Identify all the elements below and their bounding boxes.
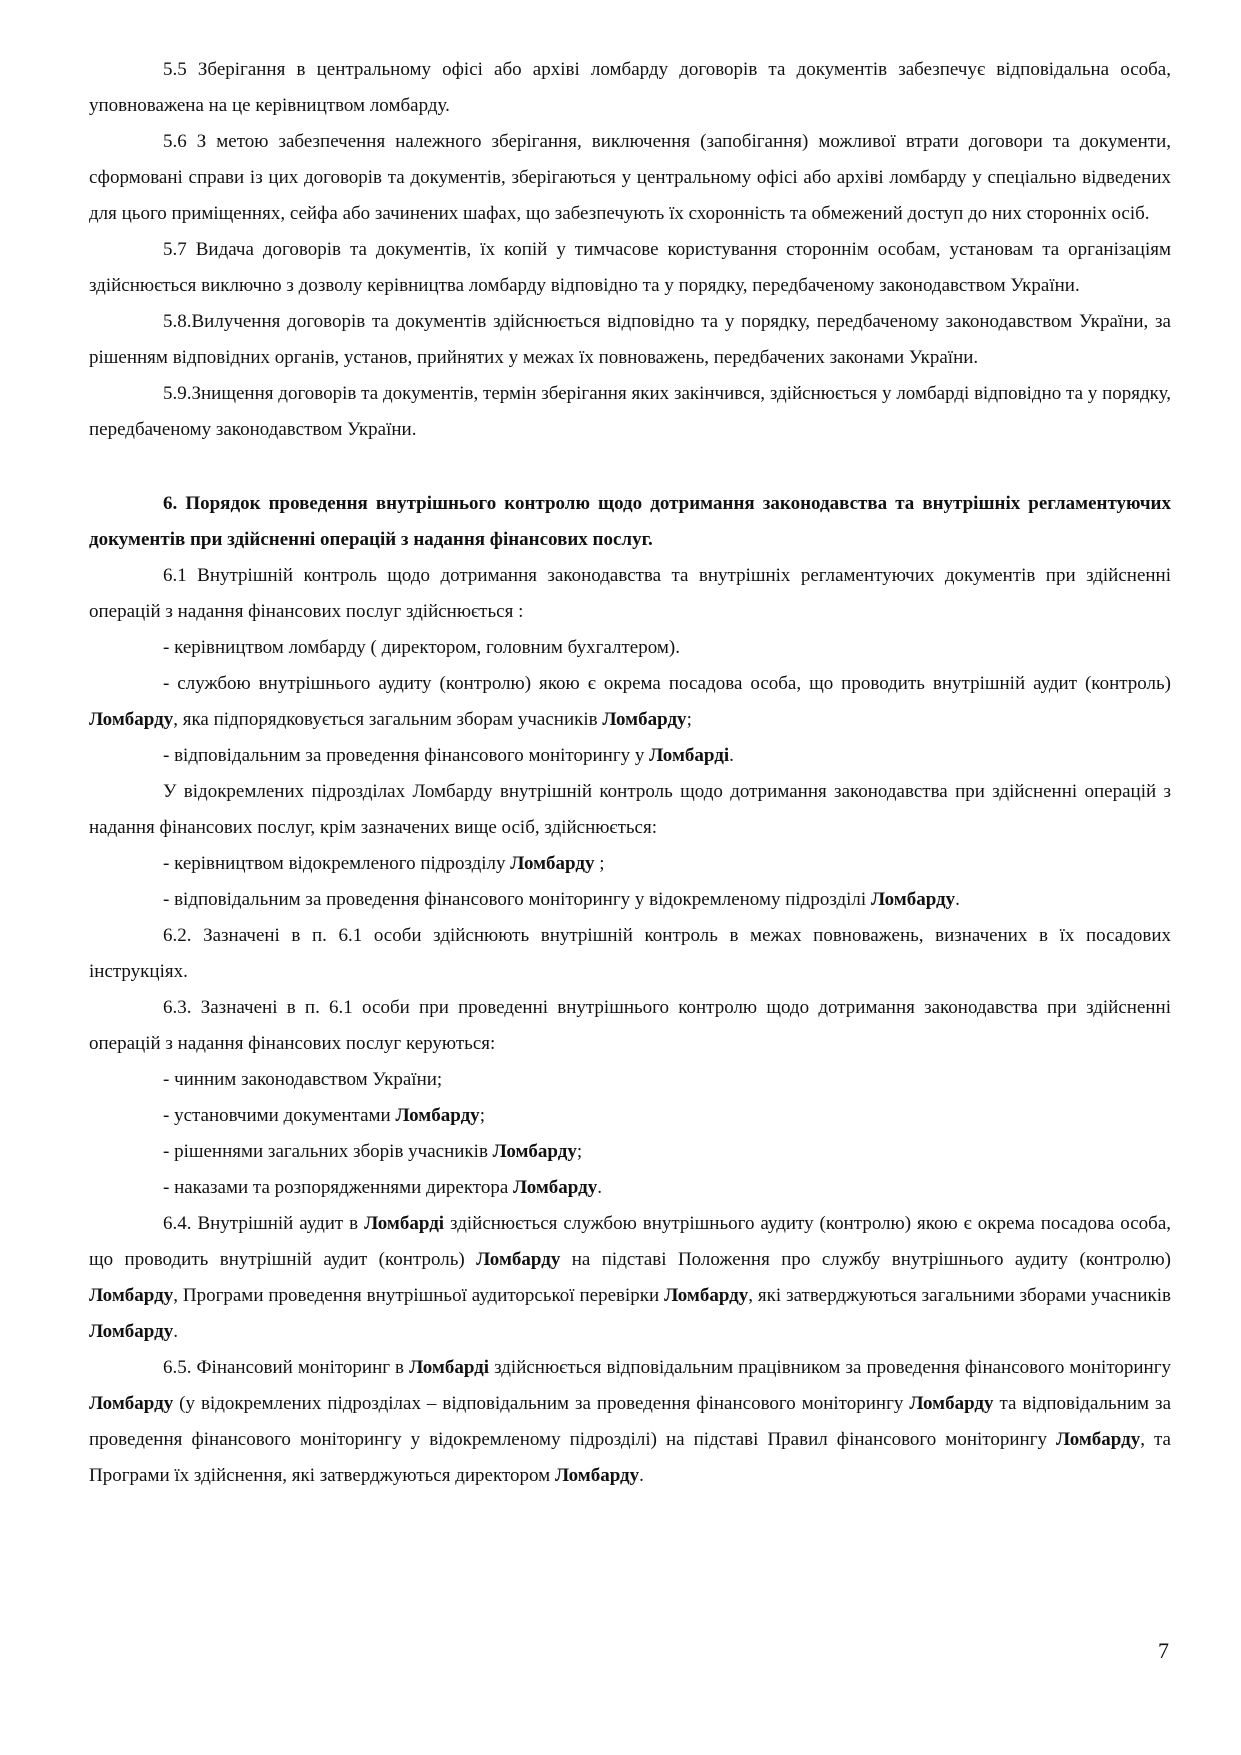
bold-term: Ломбарді (364, 1213, 445, 1234)
paragraph-5-7: 5.7 Видача договорів та документів, їх копій у тимчасове користування стороннім особам, установам та організаціям здійснюється виключно з дозволу керівництва ломбарду відповідно та у порядку, передбаченому законодавством України. (89, 239, 1171, 296)
bold-term: Ломбарду (870, 889, 956, 910)
text-run: та відповідальним за проведення фінансового моніторингу у відокремленому підрозділі) на підставі Правил фінансового моніторингу (89, 1393, 1171, 1450)
text-run: - відповідальним за проведення фінансового моніторингу у (163, 745, 650, 766)
text-run: (у відокремлених підрозділах – відповідальним за проведення фінансового моніторингу (173, 1393, 910, 1414)
paragraph-separate-units: У відокремлених підрозділах Ломбарду внутрішній контроль щодо дотримання законодавства при здійсненні операцій з надання фінансових послуг, крім зазначених вище осіб, здійснюється: (89, 781, 1171, 838)
bold-term: Ломбарду (510, 853, 595, 874)
list-item-director-orders (89, 1170, 1171, 1206)
bold-term: Ломбарду (513, 1177, 598, 1198)
text-run: - відповідальним за проведення фінансового моніторингу у відокремленому підрозділі (163, 889, 871, 910)
bold-term: Ломбарду (89, 1285, 174, 1306)
text-run: ; (686, 709, 692, 730)
text-run: . (639, 1465, 644, 1486)
document-page (89, 52, 1171, 1494)
text-run: , які затверджуються загальними зборами учасників (748, 1285, 1171, 1306)
text-run: . (729, 745, 734, 766)
section-6-heading: 6. Порядок проведення внутрішнього контролю щодо дотримання законодавства та внутрішніх регламентуючих документів при здійсненні операцій з надання фінансових послуг. (89, 493, 1171, 550)
paragraph-6-1: 6.1 Внутрішній контроль щодо дотримання законодавства та внутрішніх регламентуючих документів при здійсненні операцій з надання фінансових послуг здійснюється : (89, 565, 1171, 622)
paragraph-6-2: 6.2. Зазначені в п. 6.1 особи здійснюють внутрішній контроль в межах повноважень, визначених в їх посадових інструкціях. (89, 925, 1171, 982)
paragraph-6-4 (89, 1206, 1171, 1350)
text-run: - рішеннями загальних зборів учасників (163, 1141, 493, 1162)
text-run: , яка підпорядковується загальним зборам учасників (173, 709, 603, 730)
text-run: - керівництвом відокремленого підрозділу (163, 853, 511, 874)
bold-term: Ломбарду (602, 709, 687, 730)
bold-term: Ломбарду (476, 1249, 561, 1270)
paragraph-5-5: 5.5 Зберігання в центральному офісі або архіві ломбарду договорів та документів забезпечує відповідальна особа, уповноважена на це керівництвом ломбарду. (89, 59, 1171, 116)
list-item-legislation: - чинним законодавством України; (163, 1069, 443, 1090)
text-run: . (955, 889, 960, 910)
text-run: . (597, 1177, 602, 1198)
paragraph-5-8: 5.8.Вилучення договорів та документів здійснюється відповідно та у порядку, передбаченому законодавством України, за рішенням відповідних органів, установ, прийнятих у межах їх повноважень, передбачених законами України. (89, 311, 1171, 368)
text-run: , Програми проведення внутрішньої аудиторської перевірки (173, 1285, 665, 1306)
bold-term: Ломбарді (409, 1357, 490, 1378)
bold-term: Ломбарду (395, 1105, 480, 1126)
paragraph-5-9: 5.9.Знищення договорів та документів, термін зберігання яких закінчився, здійснюється у ломбарді відповідно та у порядку, передбаченому законодавством України. (89, 383, 1171, 440)
bold-term: Ломбарду (89, 1321, 174, 1342)
text-run: - службою внутрішнього аудиту (контролю) якою є окрема посадова особа, що проводить внутрішній аудит (контроль) (163, 673, 1171, 694)
paragraph-6-3: 6.3. Зазначені в п. 6.1 особи при проведенні внутрішнього контролю щодо дотримання законодавства при здійсненні операцій з надання фінансових послуг керуються: (89, 997, 1171, 1054)
bold-term: Ломбарду (1056, 1429, 1141, 1450)
paragraph-5-6: 5.6 З метою забезпечення належного зберігання, виключення (запобігання) можливої втрати договори та документи, сформовані справи із цих договорів та документів, зберігаються у центральному офісі або архіві ломбарду у спеціально відведених для цього приміщеннях, сейфа або зачинених шафах, що забезпечують їх схоронність та обмежений доступ до них сторонніх осіб. (89, 131, 1171, 224)
list-item-internal-audit (89, 666, 1171, 738)
bold-term: Ломбарду (664, 1285, 749, 1306)
text-run: ; (576, 1141, 583, 1162)
paragraph-6-5 (89, 1350, 1171, 1494)
list-item-unit-management (89, 846, 1171, 882)
text-run: здійснюється службою внутрішнього аудиту (контролю) якою є окрема посадова особа, що проводить внутрішній аудит (контроль) (89, 1213, 1172, 1270)
section-spacer (89, 448, 1171, 486)
text-run: . (173, 1321, 178, 1342)
bold-term: Ломбарду (554, 1465, 640, 1486)
bold-term: Ломбарду (909, 1393, 994, 1414)
list-item-founding-docs (89, 1098, 1171, 1134)
text-run: , та Програми їх здійснення, які затверджуються директором (89, 1429, 1171, 1486)
text-run: здійснюється відповідальним працівником за проведення фінансового моніторингу (489, 1357, 1172, 1378)
text-run: - наказами та розпорядженнями директора (163, 1177, 514, 1198)
text-run: на підставі Положення про службу внутрішнього аудиту (контролю) (560, 1249, 1172, 1270)
list-item-unit-monitoring (89, 882, 1171, 918)
text-run: ; (479, 1105, 485, 1126)
bold-term: Ломбарді (649, 745, 730, 766)
list-item-management: - керівництвом ломбарду ( директором, головним бухгалтером). (163, 637, 680, 658)
list-item-general-meeting (89, 1134, 1171, 1170)
bold-term: Ломбарду (89, 709, 174, 730)
text-run: ; (594, 853, 605, 874)
list-item-fin-monitoring (89, 738, 1171, 774)
text-run: - установчими документами (163, 1105, 396, 1126)
bold-term: Ломбарду (89, 1393, 174, 1414)
page-number: 7 (1158, 1638, 1169, 1663)
text-run: 6.4. Внутрішній аудит в (163, 1213, 365, 1234)
bold-term: Ломбарду (492, 1141, 577, 1162)
text-run: 6.5. Фінансовий моніторинг в (163, 1357, 410, 1378)
